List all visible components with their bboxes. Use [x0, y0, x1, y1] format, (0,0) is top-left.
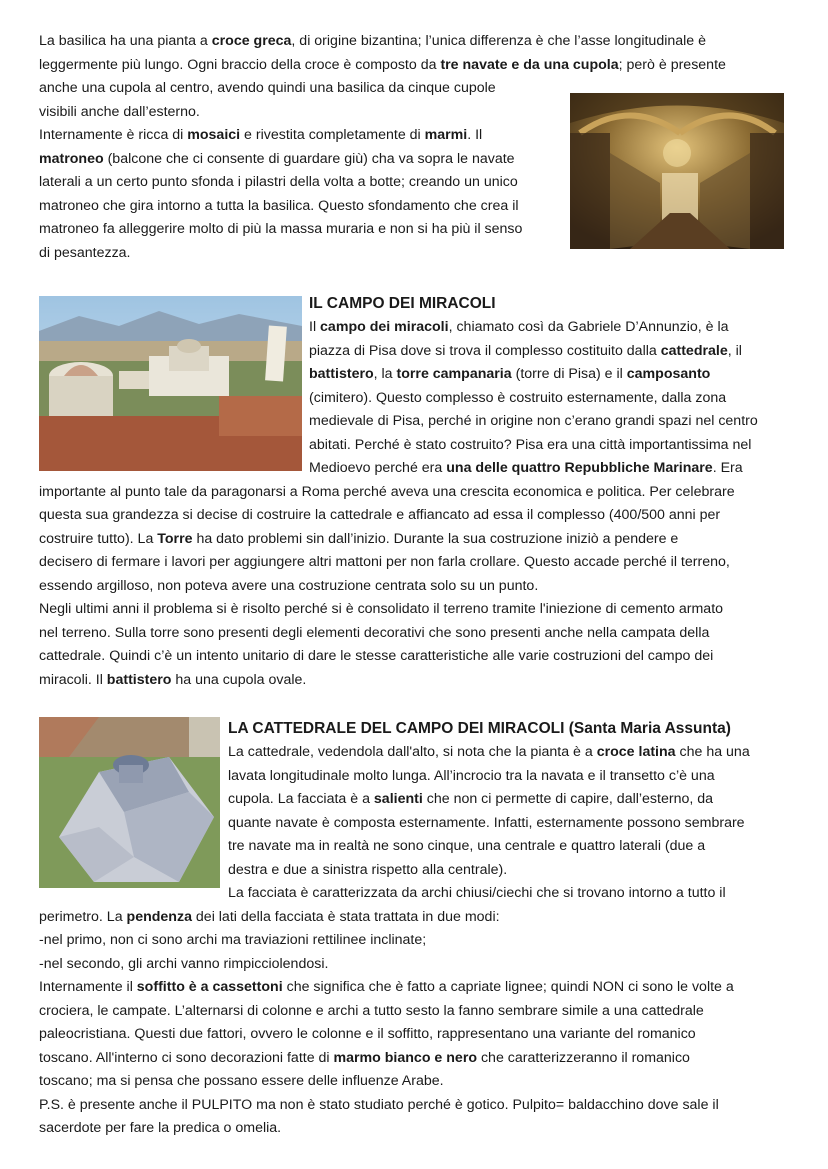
text-line [228, 741, 750, 764]
text-run: miracoli. Il [39, 671, 107, 688]
bold-term: mosaici [187, 127, 241, 143]
text-line [39, 1117, 281, 1140]
bold-term: salienti [373, 791, 423, 807]
text-line [39, 1094, 719, 1117]
text-run: visibili anche dall’esterno. [39, 103, 200, 120]
bold-term: una delle quattro Repubbliche Marinare [446, 460, 713, 476]
text-line [228, 812, 745, 835]
text-line [39, 30, 706, 53]
text-run: quante navate è composta esternamente. Infatti, esternamente possono sembrare [228, 814, 745, 831]
text-run: cupola. La facciata è a [228, 791, 374, 807]
text-run: laterali a un certo punto sfonda i pilastri della volta a botte; creando un unico [39, 174, 518, 190]
text-line [39, 551, 730, 574]
text-run: piazza di Pisa dove si trova il complesso costituito dalla [309, 342, 661, 359]
text-run: -nel primo, non ci sono archi ma traviazioni rettilinee inclinate; [39, 932, 427, 948]
text-run: . Era [712, 460, 743, 476]
bold-term: soffitto è a cassettoni [136, 979, 283, 995]
bold-term: battistero [106, 671, 172, 688]
text-line [228, 859, 507, 882]
text-line [39, 669, 306, 692]
text-run: P.S. è presente anche il PULPITO ma non è stato studiato perché è gotico. Pulpito= baldacchino dove sale il [39, 1096, 719, 1113]
bold-term: marmi [424, 127, 468, 143]
bold-term: tre navate e da una cupola [440, 56, 619, 73]
text-run: costruire tutto). La [39, 530, 158, 547]
text-line [39, 504, 720, 527]
text-run: che non ci permette di capire, dall’esterno, da [422, 791, 714, 807]
text-run: Negli ultimi anni il problema si è risolto perché si è consolidato il terreno tramite l'iniezione di cemento armato [39, 601, 724, 617]
text-run: abitati. Perché è stato costruito? Pisa era una città importantissima nel [309, 436, 752, 453]
text-run: medievale di Pisa, perché in origine non c’erano grandi spazi nel centro [309, 413, 758, 429]
text-line [309, 457, 743, 480]
bold-term: matroneo [39, 150, 104, 167]
text-line [309, 316, 729, 339]
text-run: ha una cupola ovale. [171, 671, 307, 688]
text-run: decisero di fermare i lavori per aggiungere altri mattoni per non farla crollare. Questo accade perché il terreno, [39, 554, 730, 570]
text-line [39, 976, 734, 999]
text-run: tre navate ma in realtà ne sono cinque, una centrale e quattro laterali (due a [228, 838, 706, 854]
text-run: leggermente più lungo. Ogni braccio della croce è composto da [39, 56, 441, 73]
text-line [228, 788, 713, 811]
bold-term: croce latina [596, 744, 676, 760]
text-run: ha dato problemi sin dall’inizio. Durante la sua costruzione iniziò a pendere e [192, 530, 679, 547]
text-run: che significa che è fatto a capriate lignee; quindi NON ci sono le volte a [282, 979, 734, 995]
text-run: La facciata è caratterizzata da archi chiusi/ciechi che si trovano intorno a tutto il [228, 885, 726, 901]
text-run: dei lati della facciata è stata trattata in due modi: [191, 908, 500, 925]
text-run: matroneo fa alleggerire molto di più la massa muraria e non si ha più il senso [39, 221, 523, 237]
text-run: perimetro. La [39, 908, 127, 925]
text-line [39, 218, 522, 241]
text-run: crociera, le campate. L’alternarsi di colonne e archi a tutto sesto la fanno sembrare simile a una cattedrale [39, 1002, 704, 1019]
cattedrale-photo [39, 717, 220, 888]
text-run: nel terreno. Sulla torre sono presenti degli elementi decorativi che sono presenti anche nella campata della [39, 624, 710, 641]
text-run: La basilica ha una pianta a [39, 33, 212, 49]
text-run: destra e due a sinistra rispetto alla centrale). [228, 861, 508, 878]
text-line [39, 622, 709, 645]
text-line [39, 171, 518, 194]
text-line [309, 410, 758, 433]
text-run: . Il [467, 127, 483, 143]
text-run: essendo argilloso, non poteva avere una costruzione centrata solo su un punto. [39, 577, 539, 594]
text-run: e rivestita completamente di [240, 127, 425, 143]
text-run: La cattedrale, vedendola dall'alto, si nota che la pianta è a [228, 744, 597, 760]
bold-term: battistero [309, 366, 374, 382]
text-line [39, 598, 723, 621]
text-line [39, 101, 200, 124]
text-run: (balcone che ci consente di guardare giù) cha va sopra le navate [103, 150, 515, 167]
text-run: cattedrale. Quindi c’è un intento unitario di dare le stesse caratteristiche alle varie costruzioni del campo dei [39, 648, 714, 664]
text-run: (cimitero). Questo complesso è costruito esternamente, dalla zona [309, 389, 727, 406]
text-run: Medioevo perché era [309, 460, 447, 476]
bold-term: cattedrale [660, 342, 728, 359]
text-line [39, 906, 500, 929]
text-line [228, 882, 726, 905]
text-run: , la [373, 366, 397, 382]
text-run: , il [727, 342, 742, 359]
text-line [39, 242, 131, 265]
text-line [39, 148, 515, 171]
text-line [39, 575, 538, 598]
bold-term: pendenza [126, 908, 192, 925]
bold-term: Torre [157, 530, 193, 547]
text-line [309, 363, 710, 386]
text-line [228, 765, 715, 788]
text-run: di pesantezza. [39, 244, 131, 261]
text-run: questa sua grandezza si decise di costruire la cattedrale e affiancato ad essa il complesso (400/500 anni per [39, 507, 721, 523]
text-line [309, 434, 751, 457]
text-run: , chiamato così da Gabriele D’Annunzio, è la [448, 319, 729, 335]
text-run: -nel secondo, gli archi vanno rimpicciolendosi. [39, 955, 329, 972]
text-run: sacerdote per fare la predica o omelia. [39, 1120, 282, 1136]
text-run: paleocristiana. Questi due fattori, ovvero le colonne e il soffitto, rappresentano una variante del romanico [39, 1026, 696, 1042]
bold-term: torre campanaria [396, 366, 512, 382]
text-line [39, 481, 735, 504]
text-line [39, 195, 519, 218]
text-run: ; però è presente [618, 56, 726, 73]
text-line [39, 124, 482, 147]
text-line [228, 835, 705, 858]
text-run: , di origine bizantina; l’unica differenza è che l’asse longitudinale è [291, 33, 707, 49]
text-line [39, 1000, 704, 1023]
text-line [39, 54, 726, 77]
text-run: lavata longitudinale molto lunga. All’incrocio tra la navata e il transetto c’è una [228, 767, 715, 784]
text-line [39, 953, 328, 976]
text-run: Internamente il [39, 979, 137, 995]
text-run: Il [309, 319, 321, 335]
basilica-interior-photo [570, 93, 784, 249]
text-run: Internamente è ricca di [39, 127, 188, 143]
bold-term: camposanto [626, 366, 711, 382]
text-line [39, 645, 713, 668]
text-line [39, 929, 426, 952]
text-run: toscano. All'interno ci sono decorazioni fatte di [39, 1049, 334, 1066]
cattedrale-heading: LA CATTEDRALE DEL CAMPO DEI MIRACOLI (Santa Maria Assunta) [228, 720, 731, 737]
text-line [309, 387, 726, 410]
bold-term: croce greca [211, 33, 292, 49]
text-run: che ha una [675, 744, 750, 760]
text-run: (torre di Pisa) e il [511, 366, 627, 382]
text-run: che caratterizzeranno il romanico [477, 1049, 690, 1066]
text-line [39, 1070, 444, 1093]
bold-term: marmo bianco e nero [333, 1049, 478, 1066]
text-line [39, 77, 496, 100]
campo-miracoli-photo [39, 296, 302, 471]
text-line [39, 1023, 696, 1046]
text-line [39, 528, 678, 551]
campo-heading: IL CAMPO DEI MIRACOLI [309, 295, 496, 312]
text-run: matroneo che gira intorno a tutta la basilica. Questo sfondamento che crea il [39, 197, 519, 214]
text-run: importante al punto tale da paragonarsi a Roma perché aveva una crescita economica e politica. Per celebrare [39, 483, 735, 500]
text-line [39, 1047, 690, 1070]
text-run: anche una cupola al centro, avendo quindi una basilica da cinque cupole [39, 80, 496, 96]
text-line [309, 340, 742, 363]
text-run: toscano; ma si pensa che possano essere delle influenze Arabe. [39, 1073, 444, 1089]
bold-term: campo dei miracoli [320, 319, 449, 335]
